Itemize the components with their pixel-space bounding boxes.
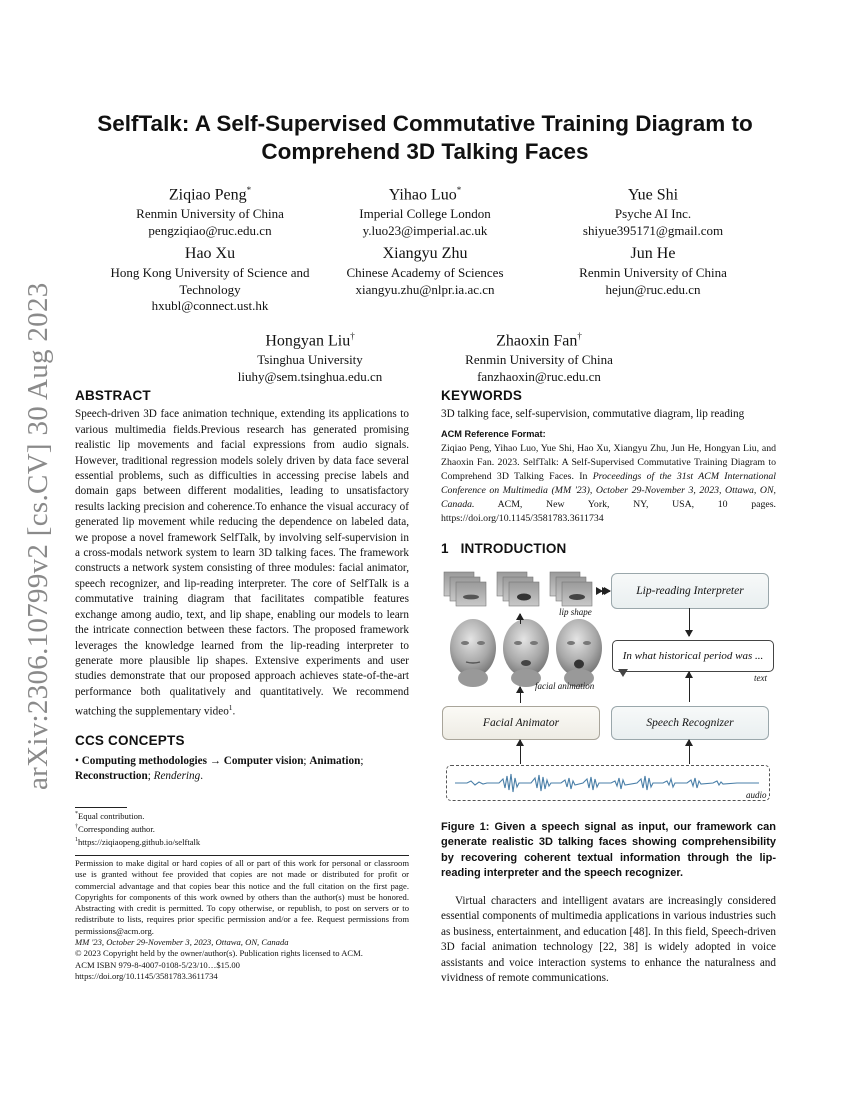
author-block [310, 180, 540, 239]
author-email[interactable]: xiangyu.zhu@nlpr.ia.ac.cn [355, 281, 495, 297]
author-name: Hongyan Liu [265, 332, 351, 350]
author-email[interactable]: hxubl@connect.ust.hk [151, 298, 269, 313]
title-line-1: SelfTalk: A Self-Supervised Commutative Training Diagram to [97, 111, 753, 136]
author-email[interactable]: shiyue395171@gmail.com [582, 222, 724, 238]
author-block [95, 180, 325, 239]
footnote-link[interactable]: https://ziqiaopeng.github.io/selftalk [78, 837, 201, 848]
ccs-separator: ; [147, 770, 154, 783]
doi-link[interactable]: https://doi.org/10.1145/3581783.3611734 [75, 970, 218, 981]
arrow-audio-to-animator [520, 740, 521, 764]
acm-ref-heading: ACM Reference Format: [441, 428, 546, 439]
ccs-concept: Computer vision [223, 754, 304, 767]
author-block [538, 180, 768, 239]
permission-block [75, 858, 409, 982]
author-name: Yue Shi [627, 186, 679, 204]
ccs-bullet: • [75, 754, 79, 767]
author-name: Jun He [630, 245, 676, 262]
ccs-concept: Animation [309, 754, 361, 767]
footnote-rule [75, 807, 127, 808]
ccs-concept: Rendering [153, 770, 201, 783]
audio-label: audio [746, 790, 767, 800]
ccs-concept: Reconstruction [75, 770, 148, 783]
left-column [75, 388, 409, 784]
author-affiliation: Renmin University of China [136, 206, 284, 222]
keywords-text: 3D talking face, self-supervision, commutative diagram, lip reading [441, 408, 745, 421]
right-column [441, 388, 776, 557]
text-output-box: In what historical period was ... [612, 640, 774, 672]
isbn: ACM ISBN 979-8-4007-0108-5/23/10…$15.00 [75, 959, 240, 970]
footnote [75, 822, 409, 835]
author-affiliation: Psyche AI Inc. [614, 206, 692, 222]
ccs-body [75, 754, 409, 785]
ccs-end: . [200, 770, 204, 783]
facial-animation-label: facial animation [535, 681, 595, 691]
title-line-2: Comprehend 3D Talking Faces [261, 139, 589, 164]
ccs-heading: CCS CONCEPTS [75, 733, 185, 749]
author-email[interactable]: pengziqiao@ruc.edu.cn [148, 222, 272, 238]
permission-text: Permission to make digital or hard copies of all or part of this work for personal or classroom use is granted without fee provided that copies are not made or distributed for profit or commercial advantage and that copies bear this notice and the full citation on the first page. Copyrights for components of this work owned by others than the author(s) must be honored. Abstracting with credit is permitted. To copy otherwise, or republish, to post on servers or to redistribute to lists, requires prior specific permission and/or a fee. Request permissions from permissions@acm.org. [75, 858, 409, 936]
speech-recognizer-box: Speech Recognizer [611, 706, 769, 740]
arrow-to-lip-reading [600, 591, 608, 592]
acm-ref-part[interactable]: ACM, New York, NY, USA, 10 pages. https://doi.org/10.1145/3581783.3611734 [441, 499, 776, 525]
text-label: text [754, 673, 767, 683]
arrow-audio-to-recognizer [689, 740, 690, 764]
abstract-body [75, 407, 409, 720]
footnote-text: Equal contribution. [78, 810, 145, 821]
footnotes [75, 809, 409, 848]
lip-reading-interpreter-box: Lip-reading Interpreter [611, 573, 769, 609]
author-affiliation: Renmin University of China [465, 352, 613, 368]
arxiv-identifier[interactable]: arXiv:2306.10799v2 [cs.CV] 30 Aug 2023 [22, 282, 54, 790]
section-number: 1 [441, 541, 449, 557]
abstract-text: Speech-driven 3D face animation technique, extending its applications to various multimedia fields.Previous research has generated promising realistic lip movements and facial expressions from audio signals. However, traditional regression models solely driven by data face several essential problems, such as difficulties in accessing precise labels and domain gaps between different modalities, leading to unsatisfactory results lacking precision and coherence.To enhance the visual accuracy of generated lip movement while reducing the dependence on labeled data, we propose a novel framework SelfTalk, by involving self-supervision in a cross-modals network system to learn 3D talking faces. The framework constructs a network system consisting of three modules: facial animator, speech recognizer, and lip-reading interpreter. The core of SelfTalk is a commutative training diagram that facilitates compatible features exchange among audio, text, and lip shape, enabling our models to learn the intricate connection between these factors. The proposed framework leverages the knowledge learned from the lip-reading interpreter to generate more plausible lip shapes. Extensive experiments and user studies demonstrate that our proposed approach achieves state-of-the-art performance both qualitatively and quantitatively. We recommend watching the supplementary video [75, 408, 409, 718]
author-block [538, 244, 768, 298]
footnote-mark: † [75, 824, 78, 831]
acm-ref-text [441, 442, 776, 526]
author-mark: † [350, 331, 355, 341]
author-name: Hao Xu [184, 245, 236, 262]
author-name: Yihao Luo [388, 186, 457, 204]
copyright: © 2023 Copyright held by the owner/author(s). Publication rights licensed to ACM. [75, 948, 363, 959]
author-affiliation-2: Technology [179, 281, 241, 297]
arrow-recognizer-to-text [689, 672, 690, 702]
author-block [195, 326, 425, 385]
face-meshes-image [446, 618, 606, 688]
paper-title [60, 110, 790, 166]
author-block [424, 326, 654, 385]
author-affiliation: Tsinghua University [257, 352, 363, 368]
author-affiliation: Imperial College London [359, 206, 491, 222]
arrow-heads-to-lips [520, 614, 521, 624]
venue: MM '23, October 29-November 3, 2023, Ottawa, ON, Canada [75, 937, 289, 948]
intro-heading [441, 541, 776, 556]
footnote-mark: 1 [75, 837, 78, 844]
author-name: Ziqiao Peng [168, 186, 247, 204]
author-affiliation: Renmin University of China [579, 265, 727, 280]
author-email[interactable]: liuhy@sem.tsinghua.edu.cn [237, 368, 383, 384]
author-name: Xiangyu Zhu [382, 245, 468, 262]
arrow-animator-to-heads [520, 687, 521, 703]
author-affiliation: Chinese Academy of Sciences [346, 265, 504, 280]
arrow-lip-to-text [689, 608, 690, 636]
author-mark: * [246, 185, 252, 195]
permission-rule [75, 855, 409, 856]
acm-ref-part: Ziqiao Peng, Yihao Luo, Yue Shi, Hao Xu, Xiangyu Zhu, Jun He, Hongyan Liu, and Zhaoxin Fan. 2023. SelfTalk: A Self-Supervised Commutative Training Diagram to Comprehend 3D Talking Faces. In [441, 443, 776, 483]
author-block [310, 244, 540, 298]
author-email[interactable]: y.luo23@imperial.ac.uk [362, 222, 488, 238]
footnote-ref[interactable]: 1 [228, 703, 233, 713]
author-mark: * [456, 185, 462, 195]
figure-caption: Figure 1: Given a speech signal as input, our framework can generate realistic 3D talking faces showing comprehensibility by recovering coherent textual information through the lip-reading interpreter and the speech recognizer. [441, 821, 776, 880]
author-name: Zhaoxin Fan [496, 332, 578, 350]
footnote-text: Corresponding author. [78, 824, 155, 835]
ccs-separator: ; [303, 754, 310, 767]
ccs-separator: ; [360, 754, 364, 767]
acm-ref-proceedings: Proceedings of the 31st ACM International Conference on Multimedia (MM '23), October 29-November 3, 2023, Ottawa, ON, Canada. [441, 471, 776, 511]
intro-paragraph: Virtual characters and intelligent avatars are increasingly considered essential components of multimedia applications in various industries such as business, entertainment, and education [48]. In this field, Speech-driven 3D facial animation technology [22, 38] is widely adopted in voice assistants and voice interaction systems to enhance the naturalness and vividness of remote communications. [441, 895, 776, 985]
lip-shape-label: lip shape [559, 607, 592, 617]
footnote [75, 835, 409, 848]
footnote [75, 809, 409, 822]
author-email[interactable]: hejun@ruc.edu.cn [605, 281, 701, 297]
abstract-end: . [232, 705, 236, 718]
abstract-heading: ABSTRACT [75, 388, 151, 403]
ccs-arrow: → [206, 754, 224, 767]
author-affiliation: Hong Kong University of Science and [110, 265, 310, 280]
audio-waveform-image [447, 766, 769, 800]
keywords-heading: KEYWORDS [441, 388, 523, 403]
author-mark: † [577, 331, 582, 341]
ccs-concept: Computing methodologies [81, 754, 207, 767]
figure-1 [442, 566, 776, 806]
facial-animator-box: Facial Animator [442, 706, 600, 740]
section-title: INTRODUCTION [460, 541, 567, 557]
author-email[interactable]: fanzhaoxin@ruc.edu.cn [477, 368, 601, 384]
audio-box [446, 765, 770, 801]
speech-bubble-tail [618, 669, 628, 677]
footnote-mark: * [75, 811, 78, 817]
author-block [80, 244, 340, 315]
